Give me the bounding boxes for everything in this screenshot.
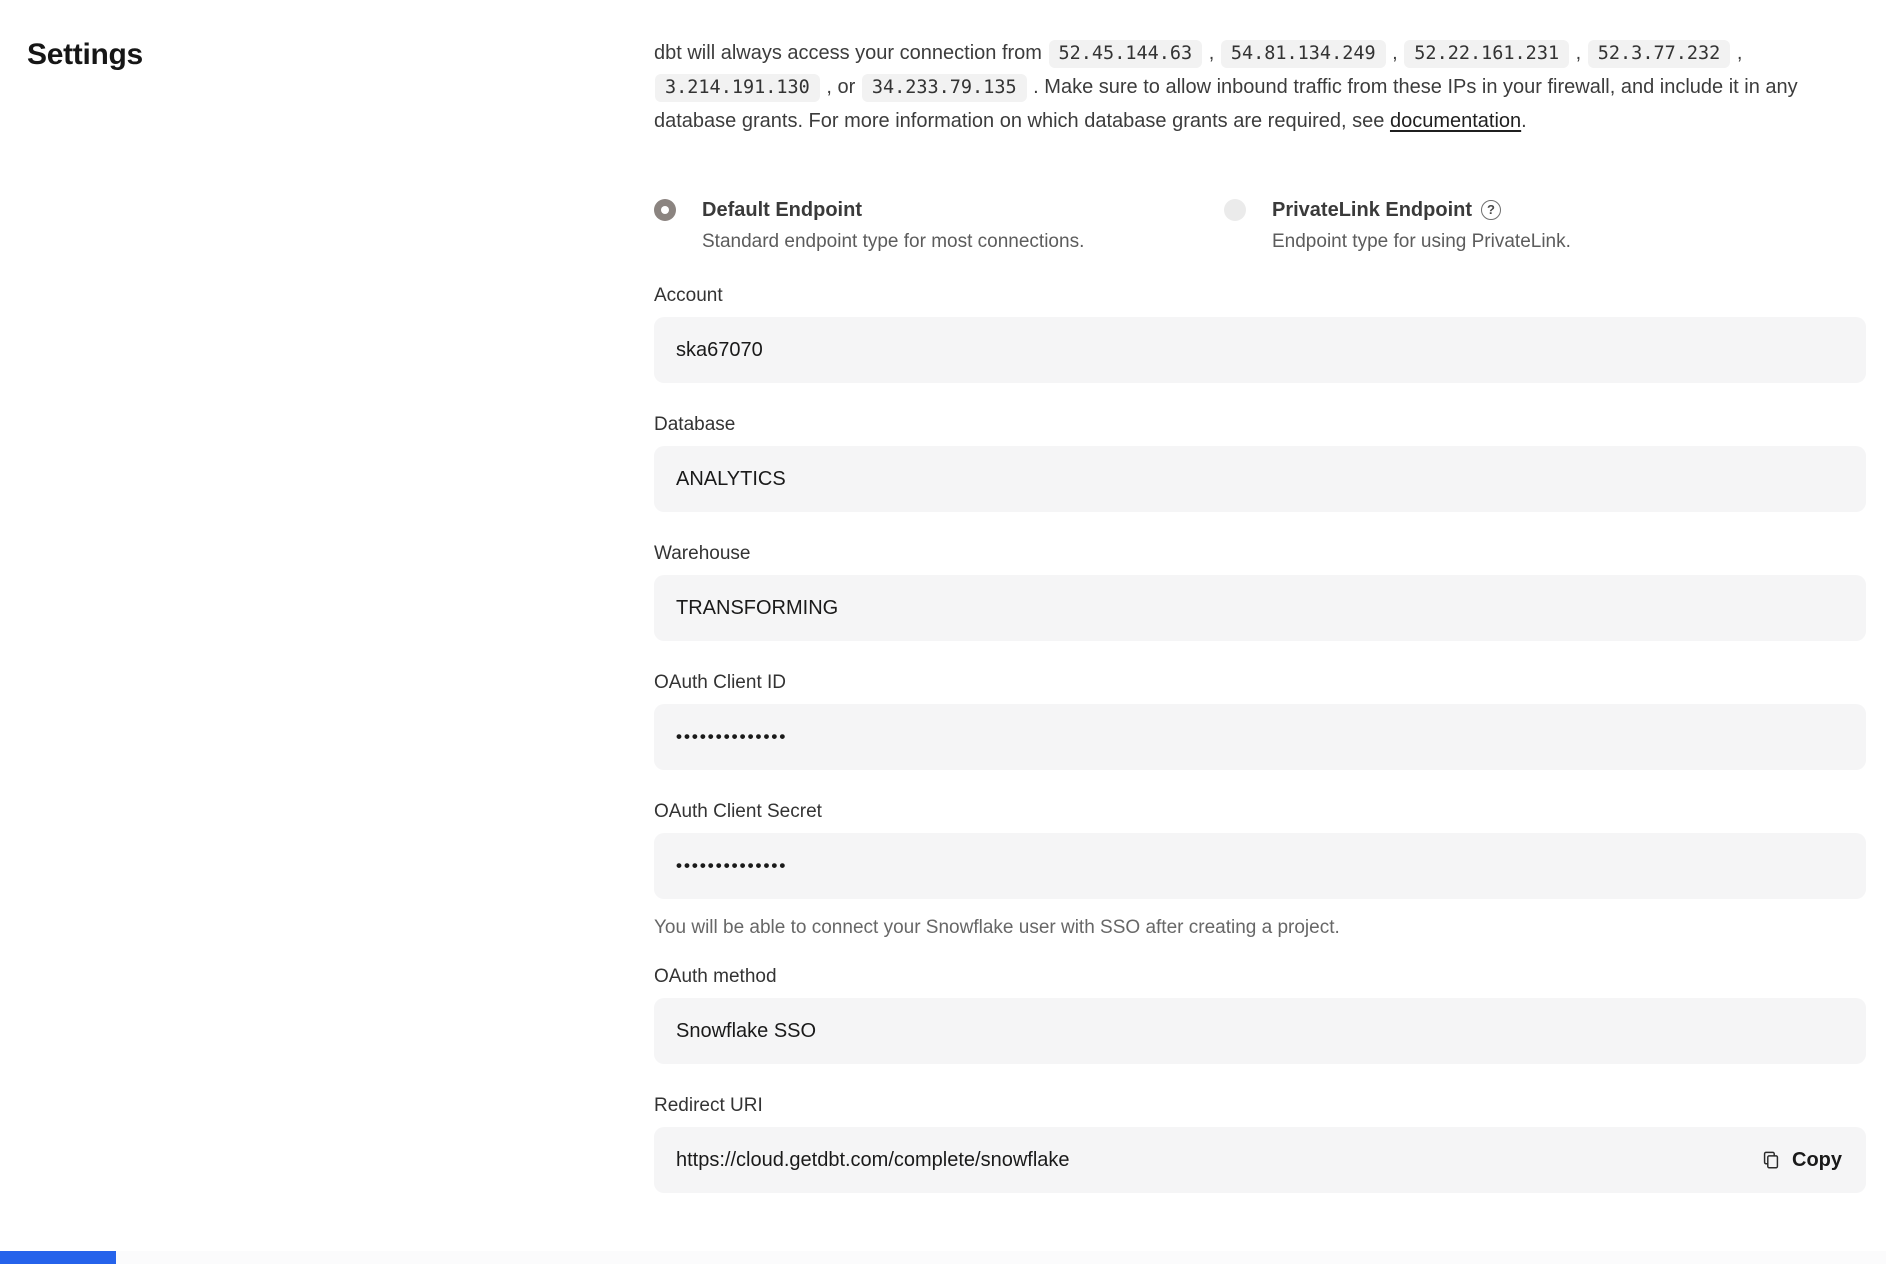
documentation-link[interactable]: documentation xyxy=(1389,110,1522,132)
endpoint-privatelink-description: Endpoint type for using PrivateLink. xyxy=(1272,231,1571,252)
page-title: Settings xyxy=(27,38,143,71)
account-field-group xyxy=(654,284,1866,383)
settings-panel xyxy=(654,36,1866,1223)
database-label: Database xyxy=(654,414,736,435)
endpoint-option-privatelink[interactable] xyxy=(1224,196,1571,256)
oauth-client-secret-input[interactable] xyxy=(654,833,1866,899)
oauth-client-id-input[interactable] xyxy=(654,704,1866,770)
endpoint-type-radio-group xyxy=(654,196,1866,256)
radio-unselected-icon[interactable] xyxy=(1224,199,1246,221)
endpoint-privatelink-label: PrivateLink Endpoint ? xyxy=(1272,196,1571,224)
copy-button[interactable] xyxy=(1760,1149,1842,1172)
redirect-uri-label: Redirect URI xyxy=(654,1095,763,1116)
account-input[interactable] xyxy=(654,317,1866,383)
ip-address-chip: 3.214.191.130 xyxy=(655,74,820,102)
oauth-method-field-group xyxy=(654,965,1866,1064)
oauth-client-secret-label: OAuth Client Secret xyxy=(654,801,822,822)
endpoint-option-default[interactable] xyxy=(654,196,1224,256)
oauth-method-label: OAuth method xyxy=(654,966,777,987)
help-icon[interactable]: ? xyxy=(1481,200,1501,220)
oauth-method-input[interactable] xyxy=(654,998,1866,1064)
warehouse-field-group xyxy=(654,542,1866,641)
bottom-strip xyxy=(0,1251,1886,1264)
copy-icon xyxy=(1760,1149,1782,1171)
oauth-client-secret-field-group xyxy=(654,800,1866,941)
endpoint-default-description: Standard endpoint type for most connections. xyxy=(702,231,1085,252)
endpoint-default-label: Default Endpoint xyxy=(702,199,862,221)
ip-address-chip: 54.81.134.249 xyxy=(1221,40,1386,68)
account-label: Account xyxy=(654,285,723,306)
ip-address-chip: 52.22.161.231 xyxy=(1404,40,1569,68)
warehouse-label: Warehouse xyxy=(654,543,751,564)
database-input[interactable] xyxy=(654,446,1866,512)
copy-button-label: Copy xyxy=(1792,1148,1842,1171)
database-field-group xyxy=(654,413,1866,512)
sso-helper-text: You will be able to connect your Snowflake user with SSO after creating a project. xyxy=(654,917,1340,938)
redirect-uri-input[interactable] xyxy=(654,1127,1866,1193)
redirect-uri-value: https://cloud.getdbt.com/complete/snowflake xyxy=(676,1148,1070,1171)
redirect-uri-field-group xyxy=(654,1094,1866,1193)
ip-address-chip: 34.233.79.135 xyxy=(862,74,1027,102)
ip-address-chip: 52.45.144.63 xyxy=(1049,40,1203,68)
bottom-progress-bar xyxy=(0,1251,116,1264)
oauth-client-id-field-group xyxy=(654,671,1866,770)
warehouse-input[interactable] xyxy=(654,575,1866,641)
ip-address-chip: 52.3.77.232 xyxy=(1588,40,1731,68)
connection-ip-notice: dbt will always access your connection from 52.45.144.63 , 54.81.134.249 , 52.22.161.231 , 52.3.77.232 , 3.214.191.130 , or 34.233.79.135 . Make sure to allow inbound traffic from these IPs in your firewall, and include it in any database grants. For more information on which database grants are required, see documentation. xyxy=(654,42,1798,132)
oauth-client-id-label: OAuth Client ID xyxy=(654,672,786,693)
radio-selected-icon[interactable] xyxy=(654,199,676,221)
